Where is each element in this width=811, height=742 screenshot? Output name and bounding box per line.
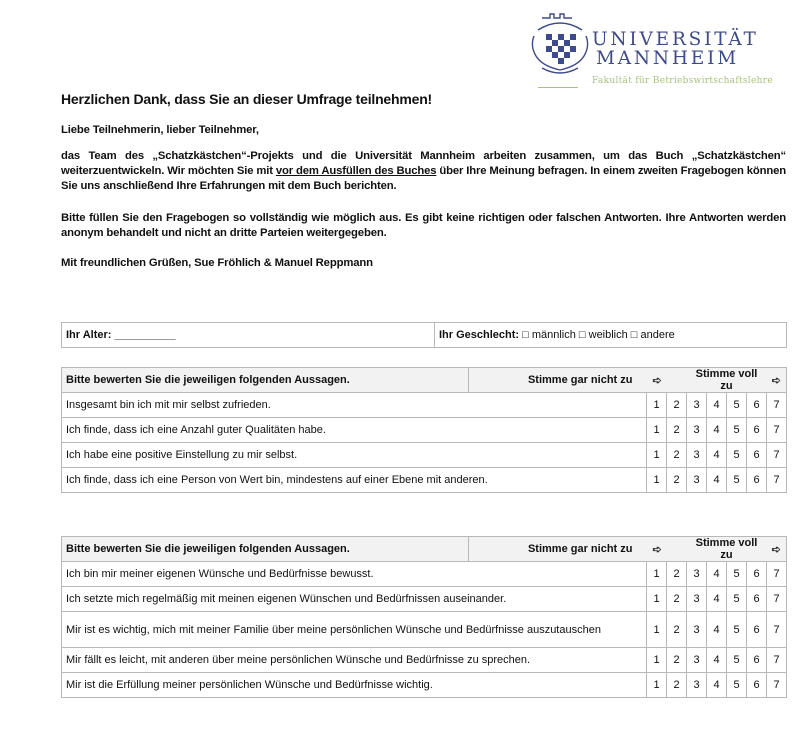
rating-option-2[interactable]: 2 bbox=[667, 648, 687, 673]
intro-underlined: vor dem Ausfüllen des Buches bbox=[275, 165, 437, 177]
logo-faculty: Fakultät für Betriebswirtschaftslehre bbox=[592, 76, 773, 86]
age-label: Ihr Alter: __________ bbox=[66, 329, 176, 341]
rating-option-7[interactable]: 7 bbox=[767, 418, 787, 443]
rating-option-1[interactable]: 1 bbox=[647, 418, 667, 443]
rating-option-5[interactable]: 5 bbox=[727, 443, 747, 468]
arrow-down-right-icon: ➪ bbox=[652, 543, 662, 556]
rating-option-4[interactable]: 4 bbox=[707, 562, 727, 587]
rating-option-4[interactable]: 4 bbox=[707, 468, 727, 493]
statement-text: Ich finde, dass ich eine Person von Wert bin, mindestens auf einer Ebene mit anderen. bbox=[62, 468, 647, 493]
logo-line2: MANNHEIM bbox=[596, 48, 739, 69]
rating-row bbox=[62, 562, 787, 587]
rating-option-6[interactable]: 6 bbox=[747, 562, 767, 587]
rating-option-6[interactable]: 6 bbox=[747, 393, 767, 418]
rating-option-2[interactable]: 2 bbox=[667, 612, 687, 648]
rating-option-2[interactable]: 2 bbox=[667, 673, 687, 698]
rating-option-7[interactable]: 7 bbox=[767, 562, 787, 587]
rating-option-3[interactable]: 3 bbox=[687, 418, 707, 443]
rating-option-2[interactable]: 2 bbox=[667, 468, 687, 493]
rating-prompt: Bitte bewerten Sie die jeweiligen folgenden Aussagen. bbox=[62, 537, 469, 562]
rating-option-7[interactable]: 7 bbox=[767, 443, 787, 468]
signoff: Mit freundlichen Grüßen, Sue Fröhlich & Manuel Reppmann bbox=[61, 257, 373, 269]
statement-text: Mir ist die Erfüllung meiner persönlichen Wünsche und Bedürfnisse wichtig. bbox=[62, 673, 647, 698]
rating-option-3[interactable]: 3 bbox=[687, 587, 707, 612]
arrow-down-right-icon: ➪ bbox=[771, 374, 781, 387]
scale-low-label: Stimme gar nicht zu bbox=[469, 537, 647, 562]
rating-option-1[interactable]: 1 bbox=[647, 648, 667, 673]
rating-row bbox=[62, 587, 787, 612]
rating-option-2[interactable]: 2 bbox=[667, 562, 687, 587]
rating-option-5[interactable]: 5 bbox=[727, 562, 747, 587]
rating-option-7[interactable]: 7 bbox=[767, 468, 787, 493]
rating-option-6[interactable]: 6 bbox=[747, 612, 767, 648]
rating-option-7[interactable]: 7 bbox=[767, 587, 787, 612]
rating-option-4[interactable]: 4 bbox=[707, 673, 727, 698]
arrow-down-right-icon: ➪ bbox=[771, 543, 781, 556]
rating-prompt: Bitte bewerten Sie die jeweiligen folgenden Aussagen. bbox=[62, 368, 469, 393]
rating-option-4[interactable]: 4 bbox=[707, 612, 727, 648]
rating-option-3[interactable]: 3 bbox=[687, 673, 707, 698]
rating-option-4[interactable]: 4 bbox=[707, 443, 727, 468]
rating-option-1[interactable]: 1 bbox=[647, 443, 667, 468]
arrow-low-cell bbox=[647, 368, 687, 393]
rating-option-3[interactable]: 3 bbox=[687, 443, 707, 468]
university-seal-icon bbox=[528, 12, 592, 82]
statement-text: Mir fällt es leicht, mit anderen über meine persönlichen Wünsche und Bedürfnisse zu sprechen. bbox=[62, 648, 647, 673]
rating-option-4[interactable]: 4 bbox=[707, 587, 727, 612]
arrow-down-right-icon: ➪ bbox=[652, 374, 662, 387]
rating-option-3[interactable]: 3 bbox=[687, 562, 707, 587]
rating-option-2[interactable]: 2 bbox=[667, 587, 687, 612]
logo-divider bbox=[538, 87, 578, 88]
rating-option-5[interactable]: 5 bbox=[727, 418, 747, 443]
rating-row bbox=[62, 648, 787, 673]
rating-option-3[interactable]: 3 bbox=[687, 468, 707, 493]
rating-option-4[interactable]: 4 bbox=[707, 418, 727, 443]
rating-option-6[interactable]: 6 bbox=[747, 468, 767, 493]
rating-option-2[interactable]: 2 bbox=[667, 393, 687, 418]
rating-row bbox=[62, 612, 787, 648]
age-cell[interactable] bbox=[62, 323, 435, 348]
rating-option-2[interactable]: 2 bbox=[667, 418, 687, 443]
university-logo bbox=[528, 12, 811, 92]
rating-option-5[interactable]: 5 bbox=[727, 612, 747, 648]
rating-option-1[interactable]: 1 bbox=[647, 468, 667, 493]
page-title: Herzlichen Dank, dass Sie an dieser Umfrage teilnehmen! bbox=[61, 91, 433, 107]
gender-options[interactable]: □ männlich □ weiblich □ andere bbox=[522, 329, 675, 341]
rating-row bbox=[62, 418, 787, 443]
rating-option-6[interactable]: 6 bbox=[747, 648, 767, 673]
rating-option-1[interactable]: 1 bbox=[647, 587, 667, 612]
rating-table-2 bbox=[61, 536, 787, 698]
rating-option-6[interactable]: 6 bbox=[747, 587, 767, 612]
rating-option-3[interactable]: 3 bbox=[687, 612, 707, 648]
rating-header-row bbox=[62, 537, 787, 562]
rating-option-1[interactable]: 1 bbox=[647, 612, 667, 648]
rating-option-5[interactable]: 5 bbox=[727, 648, 747, 673]
rating-option-4[interactable]: 4 bbox=[707, 393, 727, 418]
statement-text: Insgesamt bin ich mit mir selbst zufrieden. bbox=[62, 393, 647, 418]
instructions-paragraph: Bitte füllen Sie den Fragebogen so vollständig wie möglich aus. Es gibt keine richtigen oder falschen Antworten. Ihre Antworten werden anonym behandelt und nicht an dritte Parteien weitergegeben. bbox=[61, 212, 786, 239]
statement-text: Ich finde, dass ich eine Anzahl guter Qualitäten habe. bbox=[62, 418, 647, 443]
scale-high-label: Stimme voll zu bbox=[687, 537, 767, 562]
statement-text: Ich habe eine positive Einstellung zu mir selbst. bbox=[62, 443, 647, 468]
intro-paragraph bbox=[61, 149, 786, 194]
scale-low-label: Stimme gar nicht zu bbox=[469, 368, 647, 393]
intro-text-a: das Team des „Schatzkästchen“-Projekts und die Universität Mannheim arbeiten zusammen, um das Buch „Schatzkästchen“ weiterzuentwickeln. Wir möchten Sie mit bbox=[61, 150, 786, 177]
gender-cell bbox=[435, 323, 787, 348]
intro-text-b: über Ihre Meinung befragen. In einem zweiten Fragebogen können Sie uns anschließend Ihre Erfahrungen mit dem Buch berichten. bbox=[61, 165, 786, 192]
arrow-high-cell bbox=[767, 368, 787, 393]
rating-option-6[interactable]: 6 bbox=[747, 443, 767, 468]
rating-option-7[interactable]: 7 bbox=[767, 673, 787, 698]
rating-option-6[interactable]: 6 bbox=[747, 418, 767, 443]
rating-option-7[interactable]: 7 bbox=[767, 612, 787, 648]
rating-option-7[interactable]: 7 bbox=[767, 393, 787, 418]
rating-option-3[interactable]: 3 bbox=[687, 393, 707, 418]
greeting: Liebe Teilnehmerin, lieber Teilnehmer, bbox=[61, 124, 259, 136]
rating-header-row bbox=[62, 368, 787, 393]
rating-row bbox=[62, 468, 787, 493]
logo-wordmark bbox=[592, 30, 759, 68]
rating-option-4[interactable]: 4 bbox=[707, 648, 727, 673]
rating-option-7[interactable]: 7 bbox=[767, 648, 787, 673]
statement-text: Ich bin mir meiner eigenen Wünsche und Bedürfnisse bewusst. bbox=[62, 562, 647, 587]
rating-table-1 bbox=[61, 367, 787, 493]
gender-label: Ihr Geschlecht: bbox=[439, 329, 520, 341]
rating-option-1[interactable]: 1 bbox=[647, 562, 667, 587]
rating-option-5[interactable]: 5 bbox=[727, 468, 747, 493]
rating-option-2[interactable]: 2 bbox=[667, 443, 687, 468]
rating-row bbox=[62, 673, 787, 698]
rating-option-1[interactable]: 1 bbox=[647, 673, 667, 698]
rating-option-5[interactable]: 5 bbox=[727, 587, 747, 612]
scale-high-label: Stimme voll zu bbox=[687, 368, 767, 393]
rating-option-1[interactable]: 1 bbox=[647, 393, 667, 418]
rating-option-3[interactable]: 3 bbox=[687, 648, 707, 673]
statement-text: Mir ist es wichtig, mich mit meiner Familie über meine persönlichen Wünsche und Bedürfnisse auszutauschen bbox=[62, 612, 647, 648]
logo-line1: UNIVERSITÄT bbox=[592, 29, 759, 50]
rating-option-6[interactable]: 6 bbox=[747, 673, 767, 698]
rating-row bbox=[62, 393, 787, 418]
arrow-high-cell bbox=[767, 537, 787, 562]
demographics-table bbox=[61, 322, 787, 348]
arrow-low-cell bbox=[647, 537, 687, 562]
rating-row bbox=[62, 443, 787, 468]
statement-text: Ich setzte mich regelmäßig mit meinen eigenen Wünschen und Bedürfnissen auseinander. bbox=[62, 587, 647, 612]
rating-option-5[interactable]: 5 bbox=[727, 393, 747, 418]
rating-option-5[interactable]: 5 bbox=[727, 673, 747, 698]
